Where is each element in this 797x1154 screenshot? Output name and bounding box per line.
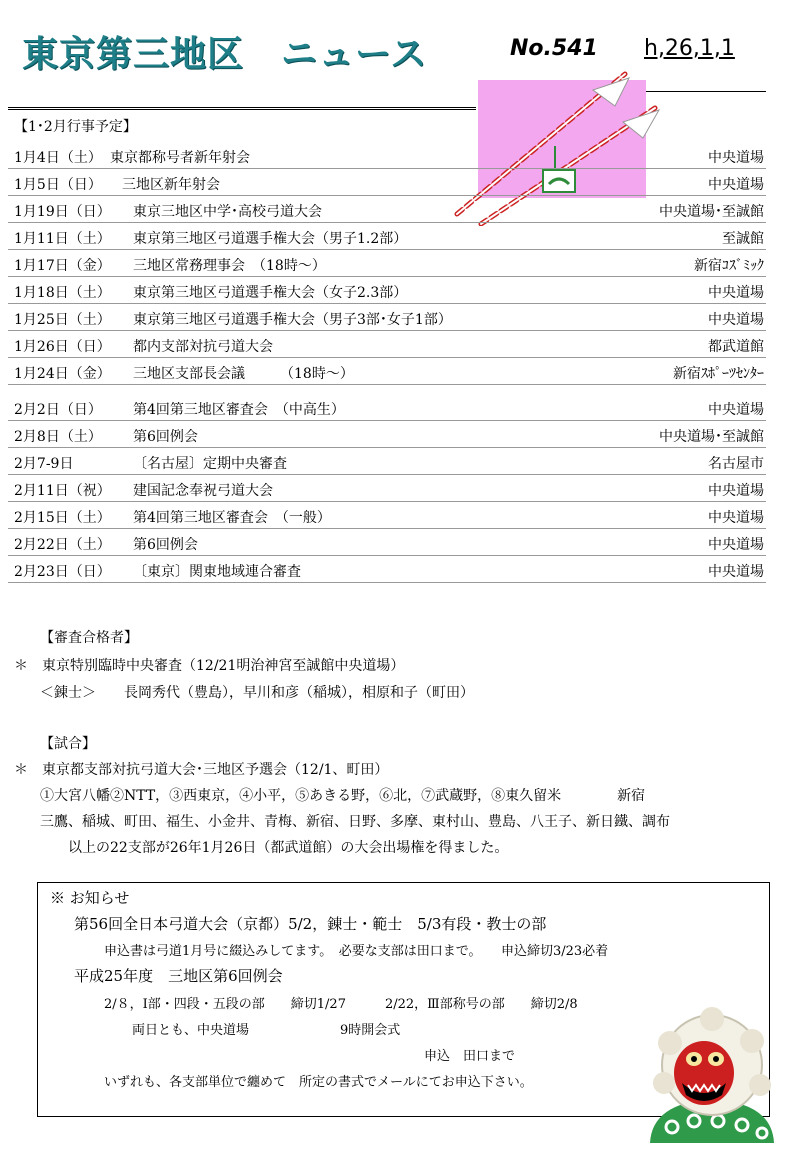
table-row: 2月22日（土） 第6回例会 中央道場 bbox=[8, 529, 766, 556]
issue-number: No.541 bbox=[510, 36, 598, 61]
passers-names: ＜錬士＞ 長岡秀代（豊島），早川和彦（稲城），相原和子（町田） bbox=[40, 685, 474, 701]
january-schedule bbox=[8, 142, 766, 385]
table-row: 1月26日（日） 都内支部対抗弓道大会 都武道館 bbox=[8, 331, 766, 358]
table-row: 1月24日（金） 三地区支部長会議 （18時～） 新宿ｽﾎﾟｰﾂｾﾝﾀｰ bbox=[8, 358, 766, 385]
issue-date: h,26,1,1 bbox=[644, 36, 735, 61]
notice-application: 申込書は弓道1月号に綴込みしてます。 必要な支部は田口まで。 申込締切3/23必着 bbox=[104, 944, 609, 959]
table-row: 2月23日（日） 〔東京〕関東地域連合審査 中央道場 bbox=[8, 556, 766, 583]
table-row: 1月19日（日） 東京三地区中学･高校弓道大会 中央道場･至誠館 bbox=[8, 196, 766, 223]
table-row: 2月15日（土） 第4回第三地区審査会 （一般） 中央道場 bbox=[8, 502, 766, 529]
match-ranking: ①大宮八幡②NTT，③西東京，④小平，⑤あきる野，⑥北，⑦武蔵野，⑧東久留米 新宿 bbox=[40, 788, 646, 804]
table-row: 1月17日（金） 三地区常務理事会 （18時～） 新宿ｺｽﾞﾐｯｸ bbox=[8, 250, 766, 277]
match-branches: 三鷹、稲城、町田、福生、小金井、青梅、新宿、日野、多摩、東村山、豊島、八王子、新日鐵、調布 bbox=[40, 814, 670, 830]
table-row: 1月18日（土） 東京第三地区弓道選手権大会（女子2.3部） 中央道場 bbox=[8, 277, 766, 304]
notice-instructions: いずれも、各支部単位で纏めて 所定の書式でメールにてお申込下さい。 bbox=[104, 1075, 533, 1090]
shishimai-lion-icon bbox=[642, 1003, 782, 1143]
table-row: 1月11日（土） 東京第三地区弓道選手権大会（男子1.2部） 至誠館 bbox=[8, 223, 766, 250]
notice-meeting-dates: 2/８，Ⅰ部・四段・五段の部 締切1/27 2/22，Ⅲ部称号の部 締切2/8 bbox=[104, 997, 578, 1012]
match-heading: 【試合】 bbox=[40, 736, 96, 752]
notice-meeting-title: 平成25年度 三地区第6回例会 bbox=[74, 967, 283, 985]
table-row: 1月25日（土） 東京第三地区弓道選手権大会（男子3部･女子1部） 中央道場 bbox=[8, 304, 766, 331]
match-line: ＊ 東京都支部対抗弓道大会･三地区予選会（12/1、町田） bbox=[14, 762, 389, 778]
passers-heading: 【審査合格者】 bbox=[40, 630, 138, 646]
table-row: 2月2日（日） 第4回第三地区審査会 （中高生） 中央道場 bbox=[8, 394, 766, 421]
table-row: 1月4日（土） 東京都称号者新年射会 中央道場 bbox=[8, 142, 766, 169]
notice-heading: ※ お知らせ bbox=[50, 889, 130, 907]
table-row: 1月5日（日） 三地区新年射会 中央道場 bbox=[8, 169, 766, 196]
notice-contact: 申込 田口まで bbox=[424, 1049, 516, 1064]
february-schedule bbox=[8, 394, 766, 583]
notice-tournament: 第56回全日本弓道大会（京都）5/2，錬士・範士 5/3有段・教士の部 bbox=[74, 915, 547, 933]
match-summary: 以上の22支部が26年1月26日（都武道館）の大会出場権を得ました。 bbox=[68, 840, 509, 856]
table-row: 2月8日（土） 第6回例会 中央道場･至誠館 bbox=[8, 421, 766, 448]
schedule-heading: 【1･2月行事予定】 bbox=[14, 119, 137, 135]
passers-line: ＊ 東京特別臨時中央審査（12/21明治神宮至誠館中央道場） bbox=[14, 658, 405, 674]
table-row: 2月11日（祝） 建国記念奉祝弓道大会 中央道場 bbox=[8, 475, 766, 502]
notice-meeting-venue: 両日とも、中央道場 9時開会式 bbox=[132, 1023, 401, 1038]
header-divider bbox=[8, 107, 476, 110]
newsletter-title: 東京第三地区 ニュース bbox=[22, 34, 428, 75]
table-row: 2月7-9日 〔名古屋〕定期中央審査 名古屋市 bbox=[8, 448, 766, 475]
